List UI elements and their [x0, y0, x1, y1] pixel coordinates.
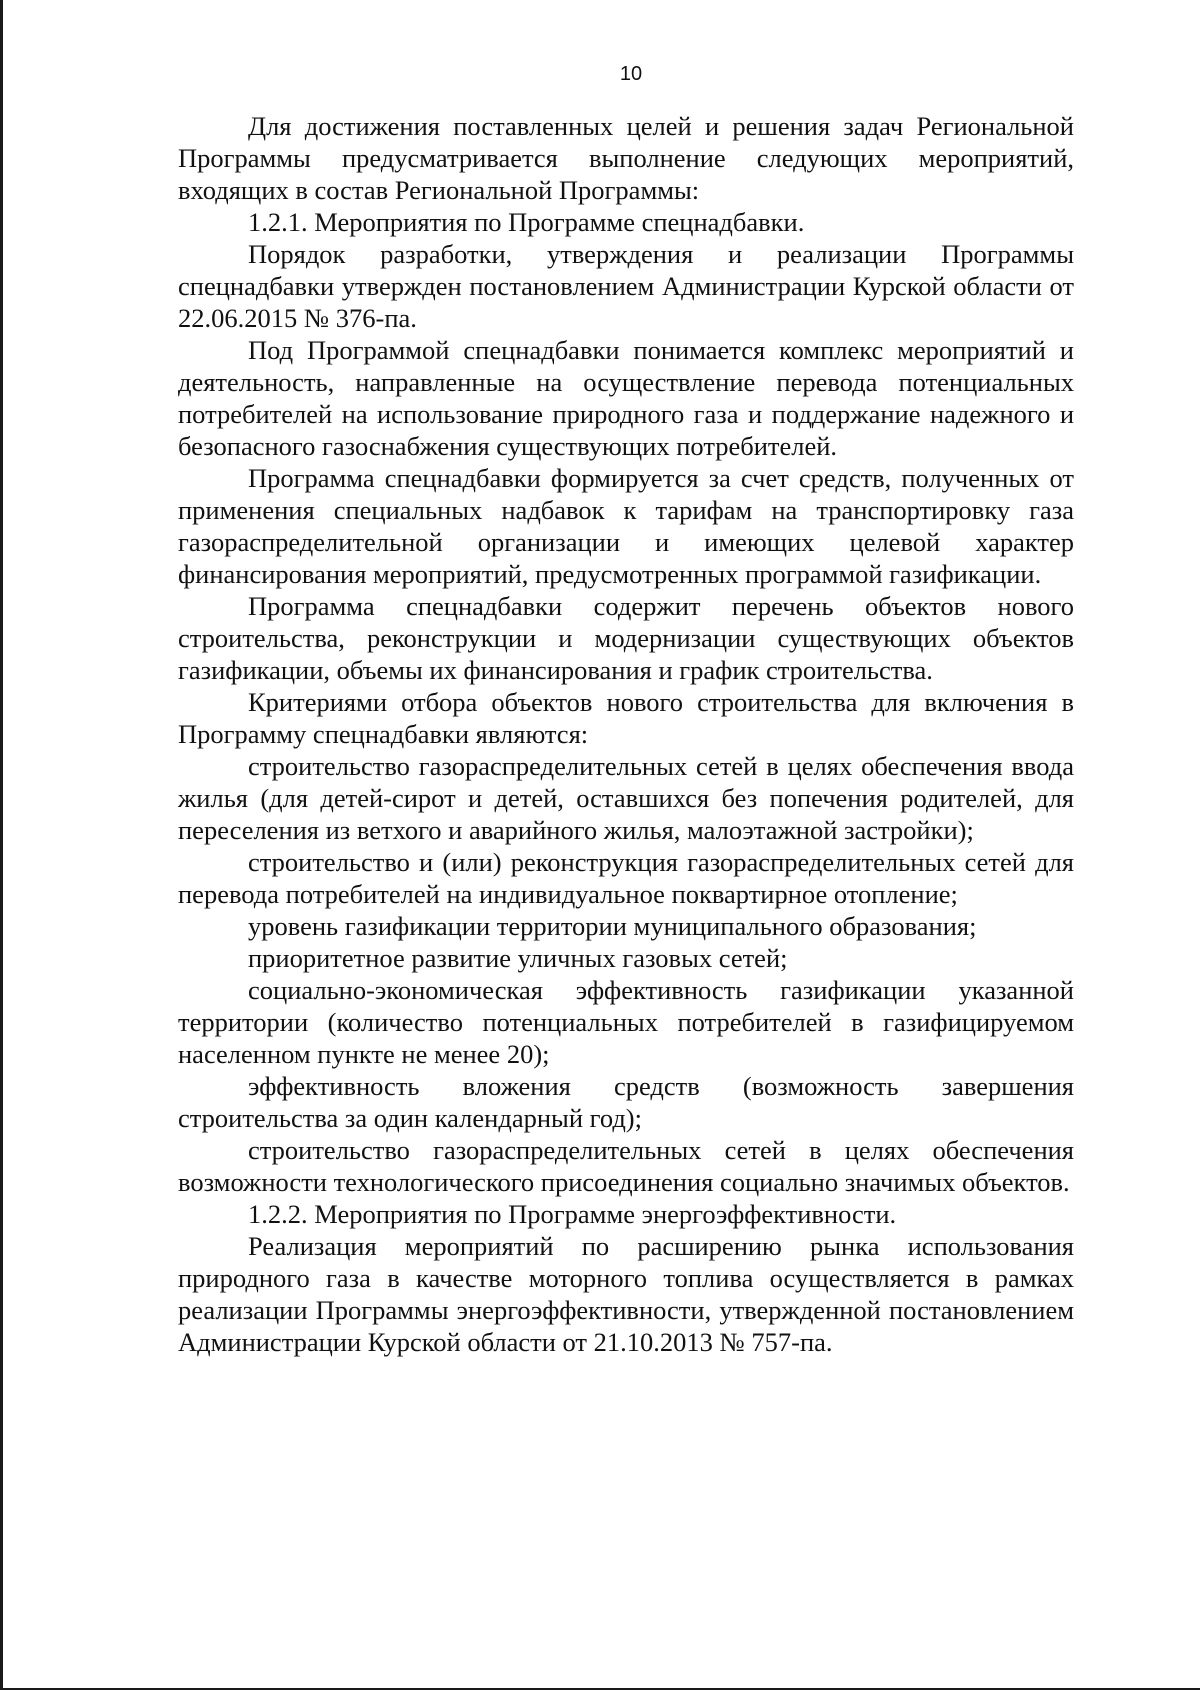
criteria-item: строительство и (или) реконструкция газораспределительных сетей для перевода потребителей на индивидуальное поквартирное отопление;: [178, 847, 1074, 909]
document-page: [178, 62, 1074, 1358]
criteria-item: уровень газификации территории муниципального образования;: [248, 911, 977, 941]
paragraph-definition: Под Программой спецнадбавки понимается комплекс мероприятий и деятельность, направленные на осуществление перевода потенциальных потребителей на использование природного газа и поддержание надежного и безопасного газоснабжения существующих потребителей.: [178, 335, 1074, 461]
criteria-item: строительство газораспределительных сетей в целях обеспечения возможности технологического присоединения социально значимых объектов.: [178, 1135, 1074, 1197]
criteria-item: эффективность вложения средств (возможность завершения строительства за один календарный год);: [178, 1071, 1074, 1133]
paragraph-intro: Для достижения поставленных целей и решения задач Региональной Программы предусматривается выполнение следующих мероприятий, входящих в состав Региональной Программы:: [178, 111, 1074, 205]
paragraph-implementation: Реализация мероприятий по расширению рынка использования природного газа в качестве моторного топлива осуществляется в рамках реализации Программы энергоэффективности, утвержденной постановлением Администрации Курской области от 21.10.2013 № 757-па.: [178, 1231, 1074, 1357]
paragraph-criteria-intro: Критериями отбора объектов нового строительства для включения в Программу спецнадбавки являются:: [178, 687, 1074, 749]
paragraph-procedure: Порядок разработки, утверждения и реализации Программы спецнадбавки утвержден постановлением Администрации Курской области от 22.06.2015 № 376-па.: [178, 239, 1074, 333]
scan-edge-left: [0, 0, 3, 1690]
paragraph-funding: Программа спецнадбавки формируется за счет средств, полученных от применения специальных надбавок к тарифам на транспортировку газа газораспределительной организации и имеющих целевой характер финансирования мероприятий, предусмотренных программой газификации.: [178, 463, 1074, 589]
criteria-item: строительство газораспределительных сетей в целях обеспечения ввода жилья (для детей-сирот и детей, оставшихся без попечения родителей, для переселения из ветхого и аварийного жилья, малоэтажной застройки);: [178, 751, 1074, 845]
section-heading-1-2-1: 1.2.1. Мероприятия по Программе спецнадбавки.: [248, 207, 805, 237]
criteria-item: приоритетное развитие уличных газовых сетей;: [248, 943, 788, 973]
paragraph-contents: Программа спецнадбавки содержит перечень объектов нового строительства, реконструкции и модернизации существующих объектов газификации, объемы их финансирования и график строительства.: [178, 591, 1074, 685]
section-heading-1-2-2: 1.2.2. Мероприятия по Программе энергоэффективности.: [248, 1199, 897, 1229]
page-number: 10: [619, 63, 643, 85]
criteria-item: социально-экономическая эффективность газификации указанной территории (количество потенциальных потребителей в газифицируемом населенном пункте не менее 20);: [178, 975, 1074, 1069]
